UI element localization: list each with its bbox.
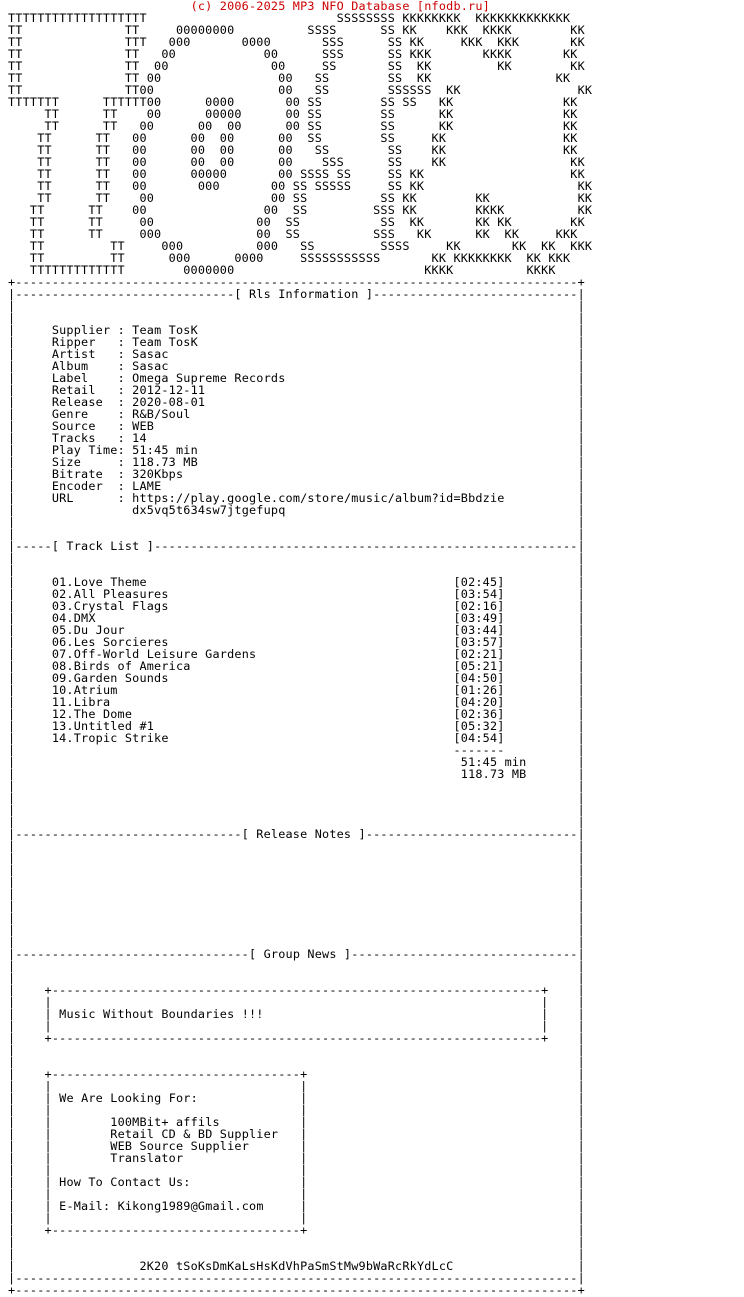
info-value: Omega Supreme Records xyxy=(132,371,286,385)
info-value: 118.73 MB xyxy=(132,455,198,469)
group-motto: Music Without Boundaries !!! xyxy=(59,1007,264,1021)
track-duration: [04:20] xyxy=(453,695,505,709)
section-group-news: [ Group News ] xyxy=(249,947,352,961)
track-duration: [05:32] xyxy=(453,719,505,733)
track-title: 06.Les Sorcieres xyxy=(51,635,169,649)
track-duration: [03:57] xyxy=(453,635,505,649)
section-track-list: [ Track List ] xyxy=(51,539,155,553)
info-value: R&B/Soul xyxy=(132,407,191,421)
info-value: LAME xyxy=(132,479,162,493)
logo-line: TT TT 00 00 00 00 SS SS KK KK xyxy=(8,143,578,157)
info-label: URL xyxy=(51,491,118,505)
track-title: 12.The Dome xyxy=(51,707,133,721)
info-label: Size xyxy=(51,455,118,469)
track-title: 05.Du Jour xyxy=(51,623,125,637)
track-title: 10.Atrium xyxy=(51,683,118,697)
info-value: Team TosK xyxy=(132,323,198,337)
track-duration: [01:26] xyxy=(453,683,505,697)
track-duration: [03:49] xyxy=(453,611,505,625)
info-label: Source xyxy=(51,419,118,433)
track-title: 03.Crystal Flags xyxy=(51,599,169,613)
total-rule: ------- xyxy=(453,743,505,757)
info-label: Supplier xyxy=(51,323,118,337)
track-duration: [05:21] xyxy=(453,659,505,673)
total-time: 51:45 min xyxy=(460,755,527,769)
looking-for-item: WEB Source Supplier xyxy=(110,1139,250,1153)
info-value: 51:45 min xyxy=(132,443,198,457)
logo-line: TT TT 00 00 SS SS KK KK KK xyxy=(8,59,585,73)
logo-line: TT TT 00 00 00 00 SS SS KK KK xyxy=(8,119,578,133)
email-label: E-Mail: xyxy=(59,1199,111,1213)
track-title: 08.Birds of America xyxy=(51,659,191,673)
track-title: 02.All Pleasures xyxy=(51,587,169,601)
info-label: Retail xyxy=(51,383,118,397)
track-duration: [02:36] xyxy=(453,707,505,721)
logo-line: TT TT 00 00 SS SSS KK KKKK KK xyxy=(8,203,593,217)
looking-for-item: Translator xyxy=(110,1151,184,1165)
logo-line: TT TT 00 00 SS SS KK KK xyxy=(8,71,571,85)
info-label: Album xyxy=(51,359,118,373)
track-title: 14.Tropic Strike xyxy=(51,731,169,745)
info-value: Sasac xyxy=(132,347,169,361)
nfodb-credit: (c) 2006-2025 MP3 NFO Database [nfodb.ru] xyxy=(190,0,490,13)
logo-line: TT TT 00 00 SS SS KK KK KK xyxy=(8,191,593,205)
info-value: Sasac xyxy=(132,359,169,373)
info-label: Encoder xyxy=(51,479,118,493)
info-label: Ripper xyxy=(51,335,118,349)
info-value: Team TosK xyxy=(132,335,198,349)
section-release-notes: [ Release Notes ] xyxy=(241,827,366,841)
logo-line: TT TTT 000 0000 SSS SS KK KKK KKK KK xyxy=(8,35,585,49)
track-duration: [04:50] xyxy=(453,671,505,685)
info-value: https://play.google.com/store/music/album?id=Bbdzie xyxy=(132,491,505,505)
info-value: WEB xyxy=(132,419,155,433)
bottom-border: +-----------------------------------------------------------------------------+ xyxy=(8,1283,585,1297)
info-label: Artist xyxy=(51,347,118,361)
track-title: 04.DMX xyxy=(51,611,96,625)
total-size: 118.73 MB xyxy=(460,767,527,781)
track-duration: [03:44] xyxy=(453,623,505,637)
logo-line: TT TT 000 0000 SSSSSSSSSSS KK KKKKKKKK KK KKK xyxy=(8,251,571,265)
logo-line: TT TT 00 00 SS SS KK KK KK KK xyxy=(8,215,585,229)
nfo-document: (c) 2006-2025 MP3 NFO Database [nfodb.ru] TTTTTTTTTTTTTTTTTTT SSSSSSSS KKKKKKKK KKKKKKKKKKKKK TT TT 00000000 SSSS SS KK KKK KKKK KK TT TTT 000 0000 SSS SS KK KKK KKK KK TT TT 00 00 SSS SS KKK KKKK KK TT TT 00 00 SS SS KK KK KK TT TT 00 00 SS SS KK KK TT TT00 00 SS SSSSSS KK KK TTTTTTT TTTTTT00 0000 00 SS SS SS KK KK TT TT 00 00000 00 SS SS KK KK TT TT 00 00 00 00 SS SS KK KK TT TT 00 00 00 00 SS SS KK KK TT TT 00 00 00 00 SS SS KK KK TT TT 00 00 00 00 SSS SS KK KK TT TT 00 00000 00 SSSS SS SS KK KK TT TT 00 000 00 SS SSSSS SS KK KK TT TT 00 00 SS SS KK KK KK TT TT 00 00 SS SSS KK KKKK KK TT TT 00 00 SS SS KK KK KK KK TT TT 000 00 SS SSS KK KK KK KKK TT TT 000 000 SS SSSS KK KK KK KKK TT TT 000 0000 SSSSSSSSSSS KK KKKKKKKK KK KKK TTTTTTTTTTTTT 0000000 KKKK KKKK +-----------------------------------------------------------------------------+ |------------------------------[ Rls Information ]----------------------------| | | | | | Supplier : Team TosK | | Ripper : Team TosK | | Artist : Sasac | | Album : Sasac | | Label : Omega Supreme Records | | Retail : 2012-12-11 | | Release : 2020-08-01 | | Genre : R&B/Soul | | Source : WEB | | Tracks : 14 | | Play Time: 51:45 min | | Size : 118.73 MB | | Bitrate : 320Kbps | | Encoder : LAME | | URL : https://play.google.com/store/music/album?id=Bbdzie | | dx5vq5t634sw7jtgefupq | | | | | |-----[ Track List ]----------------------------------------------------------| | | | | | 01.Love Theme [02:45] | | 02.All Pleasures [03:54] | | 03.Crystal Flags [02:16] | | 04.DMX [03:49] | | 05.Du Jour [03:44] | | 06.Les Sorcieres [03:57] | | 07.Off-World Leisure Gardens [02:21] | | 08.Birds of America [05:21] | | 09.Garden Sounds [04:50] | | 10.Atrium [01:26] | | 11.Libra [04:20] | | 12.The Dome [02:36] | | 13.Untitled #1 [05:32] | | 14.Tropic Strike [04:54] | | ------- | | 51:45 min | | 118.73 MB | | | | | | | | | |-------------------------------[ Release Notes ]-----------------------------| | | | | | | | | | | | | | | | | | | |--------------------------------[ Group News ]-------------------------------| | | | | | +-------------------------------------------------------------------+ | | | | | | | Music Without Boundaries !!! | | | | | | | +-------------------------------------------------------------------+ | | | | | | +----------------------------------+ | | | | | | | We Are Looking For: | | | | | | | | 100MBit+ affils | | | | Retail CD & BD Supplier | | | | WEB Source Supplier | | | | Translator | | | | | | | | How To Contact Us: | | | | | | | | E-Mail: Kikong1989@Gmail.com | | | | | | | +----------------------------------+ | | | | | | 2K20 tSoKsDmKaLsHsKdVhPaSmStMw9bWaRcRkYdLcC | |-----------------------------------------------------------------------------| +-----------------------------------------------------------------------------+ xyxy=(8,0,593,1297)
track-title: 09.Garden Sounds xyxy=(51,671,169,685)
info-label: Tracks xyxy=(51,431,118,445)
track-title: 01.Love Theme xyxy=(51,575,147,589)
logo-line: TT TT 000 000 SS SSSS KK KK KK KKK xyxy=(8,239,593,253)
logo-line: TTTTTTTTTTTTT 0000000 KKKK KKKK xyxy=(8,263,556,277)
track-title: 13.Untitled #1 xyxy=(51,719,155,733)
info-value: 2020-08-01 xyxy=(132,395,206,409)
logo-line: TT TT 00 00 00 00 SS SS KK KK xyxy=(8,131,578,145)
track-title: 07.Off-World Leisure Gardens xyxy=(51,647,257,661)
logo-line: TT TT 00 00000 00 SSSS SS SS KK KK xyxy=(8,167,585,181)
track-duration: [04:54] xyxy=(453,731,505,745)
logo-line: TT TT 000 00 SS SSS KK KK KK KKK xyxy=(8,227,578,241)
looking-for-item: Retail CD & BD Supplier xyxy=(110,1127,279,1141)
looking-for-item: 100MBit+ affils xyxy=(110,1115,220,1129)
track-title: 11.Libra xyxy=(51,695,111,709)
info-url-continuation: dx5vq5t634sw7jtgefupq xyxy=(132,503,286,517)
logo-line: TT TT 00 00000 00 SS SS KK KK xyxy=(8,107,578,121)
top-border: +-----------------------------------------------------------------------------+ xyxy=(8,275,585,289)
section-rls-information: [ Rls Information ] xyxy=(234,287,374,301)
logo-line: TT TT 00 00 SSS SS KKK KKKK KK xyxy=(8,47,578,61)
info-value: 320Kbps xyxy=(132,467,184,481)
logo-line: TT TT 00000000 SSSS SS KK KKK KKKK KK xyxy=(8,23,585,37)
logo-line: TT TT 00 00 00 00 SSS SS KK KK xyxy=(8,155,585,169)
track-duration: [03:54] xyxy=(453,587,505,601)
contact-title: How To Contact Us: xyxy=(59,1175,191,1189)
looking-for-title: We Are Looking For: xyxy=(59,1091,198,1105)
info-label: Play Time xyxy=(51,443,118,457)
logo-line: TT TT00 00 SS SSSSSS KK KK xyxy=(8,83,593,97)
info-label: Genre xyxy=(51,407,118,421)
track-duration: [02:16] xyxy=(453,599,505,613)
logo-line: TTTTTTTTTTTTTTTTTTT SSSSSSSS KKKKKKKK KKKKKKKKKKKKK xyxy=(8,11,571,25)
info-label: Label xyxy=(51,371,118,385)
info-label: Bitrate xyxy=(51,467,118,481)
logo-line: TTTTTTT TTTTTT00 0000 00 SS SS SS KK KK xyxy=(8,95,578,109)
info-label: Release xyxy=(51,395,118,409)
track-duration: [02:45] xyxy=(453,575,505,589)
logo-line: TT TT 00 000 00 SS SSSSS SS KK KK xyxy=(8,179,593,193)
track-duration: [02:21] xyxy=(453,647,505,661)
info-value: 14 xyxy=(132,431,147,445)
contact-email: Kikong1989@Gmail.com xyxy=(117,1199,264,1213)
footer-signature: 2K20 tSoKsDmKaLsHsKdVhPaSmStMw9bWaRcRkYdLcC xyxy=(139,1259,454,1273)
info-value: 2012-12-11 xyxy=(132,383,206,397)
